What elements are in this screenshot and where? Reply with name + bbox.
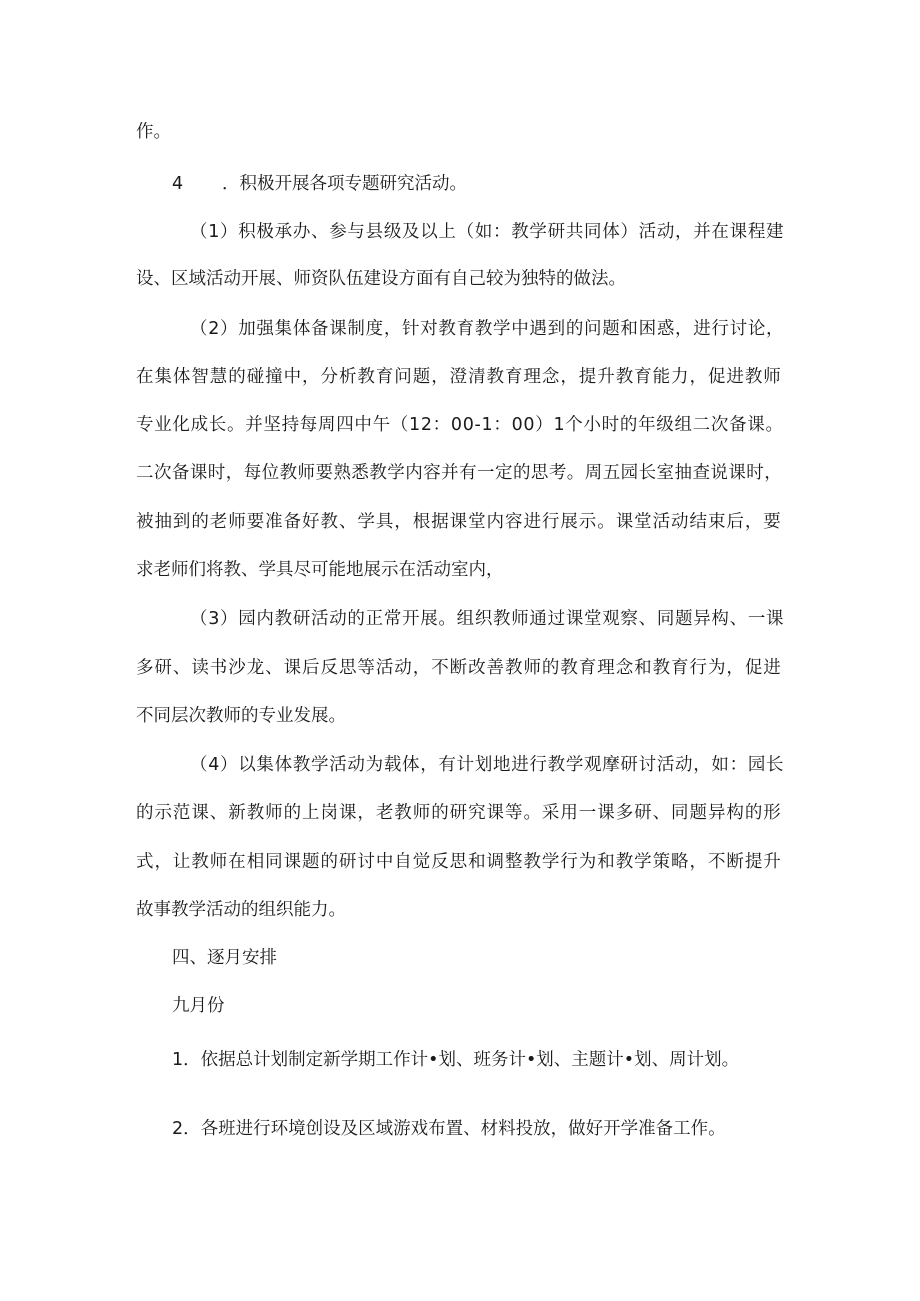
sub2-line3: 专业化成长。并坚持每周四中午（12：00-1：00）1个小时的年级组二次备课。 bbox=[136, 415, 784, 435]
sub2-line1: （2）加强集体备课制度，针对教育教学中遇到的问题和困惑，进行讨论， bbox=[190, 319, 785, 339]
sub1-line2: 设、区域活动开展、师资队伍建设方面有自己较为独特的做法。 bbox=[136, 269, 626, 289]
sub2-line4: 二次备课时，每位教师要熟悉教学内容并有一定的思考。周五园长室抽查说课时， bbox=[136, 463, 783, 483]
sub2-line2: 在集体智慧的碰撞中，分析教育问题，澄清教育理念，提升教育能力，促进教师 bbox=[136, 367, 782, 387]
sub4-line3: 式，让教师在相同课题的研讨中自觉反思和调整教学行为和教学策略，不断提升 bbox=[136, 852, 782, 872]
sub3-line3: 不同层次教师的专业发展。 bbox=[136, 706, 346, 726]
item-4-text: ．积极开展各项专题研究活动。 bbox=[222, 174, 467, 194]
sub4-line4: 故事教学活动的组织能力。 bbox=[136, 900, 346, 920]
sub2-line6: 求老师们将教、学具尽可能地展示在活动室内， bbox=[136, 560, 504, 580]
section-4-heading: 四、逐月安排 bbox=[172, 948, 277, 968]
sub4-line2: 的示范课、新教师的上岗课，老教师的研究课等。采用一课多研、同题异构的形 bbox=[136, 803, 782, 823]
sub2-line5: 被抽到的老师要准备好教、学具，根据课堂内容进行展示。课堂活动结束后，要 bbox=[136, 512, 782, 532]
sep-item-1: 1．依据总计划制定新学期工作计•划、班务计•划、主题计•划、周计划。 bbox=[172, 1050, 740, 1070]
continuation-text: 作。 bbox=[136, 122, 171, 142]
sep-item-2: 2．各班进行环境创设及区域游戏布置、材料投放，做好开学准备工作。 bbox=[172, 1119, 726, 1139]
sub4-line1: （4）以集体教学活动为载体，有计划地进行教学观摩研讨活动，如：园长 bbox=[190, 755, 785, 775]
month-september-heading: 九月份 bbox=[172, 996, 225, 1016]
item-4-number: 4 bbox=[172, 174, 184, 194]
sub1-line1: （1）积极承办、参与县级及以上（如：教学研共同体）活动，并在课程建 bbox=[190, 222, 785, 242]
sub3-line2: 多研、读书沙龙、课后反思等活动，不断改善教师的教育理念和教育行为，促进 bbox=[136, 658, 782, 678]
sub3-line1: （3）园内教研活动的正常开展。组织教师通过课堂观察、同题异构、一课 bbox=[190, 609, 785, 629]
